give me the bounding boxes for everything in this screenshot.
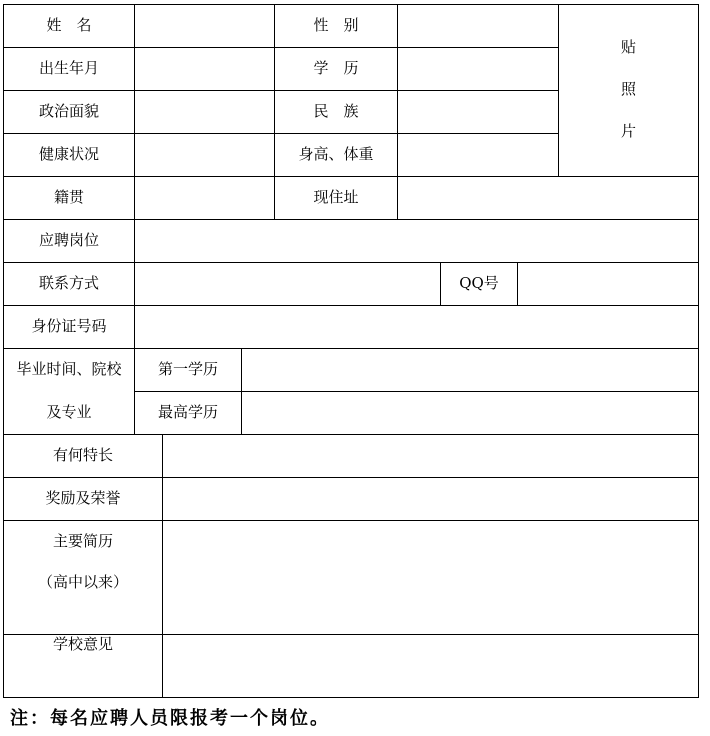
health-label: 健康状况 <box>38 145 99 163</box>
highest-degree-input-cell[interactable] <box>241 391 699 435</box>
school-opinion-label: 学校意见 <box>52 635 113 653</box>
political-input-cell[interactable] <box>134 90 275 134</box>
gender-label: 性 别 <box>313 16 359 34</box>
first-degree-input-cell[interactable] <box>241 348 699 392</box>
contact-label: 联系方式 <box>38 274 99 292</box>
resume-label: 主要简历 <box>52 532 113 550</box>
position-input-cell[interactable] <box>134 219 699 263</box>
photo-char-1: 贴 <box>620 38 636 56</box>
skills-label: 有何特长 <box>52 446 113 464</box>
address-label: 现住址 <box>313 188 359 206</box>
resume-sub-label: （高中以来） <box>37 573 128 591</box>
first-degree-label: 第一学历 <box>157 360 218 378</box>
education-label: 学 历 <box>313 59 359 77</box>
school-opinion-input-cell[interactable] <box>162 634 699 698</box>
id-label: 身份证号码 <box>31 317 107 335</box>
footer-note: 注：每名应聘人员限报考一个岗位。 <box>10 708 330 729</box>
id-input-cell[interactable] <box>134 305 699 349</box>
birth-label: 出生年月 <box>38 59 99 77</box>
skills-input-cell[interactable] <box>162 434 699 478</box>
resume-input-cell[interactable] <box>162 520 699 635</box>
highest-degree-label: 最高学历 <box>157 403 218 421</box>
qq-label: QQ号 <box>459 274 499 292</box>
health-input-cell[interactable] <box>134 133 275 177</box>
photo-char-3: 片 <box>620 122 636 140</box>
awards-label: 奖励及荣誉 <box>45 489 121 507</box>
grad-label-line1: 毕业时间、院校 <box>16 360 122 378</box>
gender-input-cell[interactable] <box>397 4 559 48</box>
height-weight-input-cell[interactable] <box>397 133 559 177</box>
ethnicity-label: 民 族 <box>313 102 359 120</box>
position-label: 应聘岗位 <box>38 231 99 249</box>
grad-label-line2: 及专业 <box>46 403 92 421</box>
height-weight-label: 身高、体重 <box>298 145 374 163</box>
birth-input-cell[interactable] <box>134 47 275 91</box>
address-input-cell[interactable] <box>397 176 699 220</box>
ethnicity-input-cell[interactable] <box>397 90 559 134</box>
photo-char-2: 照 <box>620 80 636 98</box>
political-label: 政治面貌 <box>38 102 99 120</box>
qq-input-cell[interactable] <box>517 262 699 306</box>
awards-input-cell[interactable] <box>162 477 699 521</box>
native-place-label: 籍贯 <box>53 188 84 206</box>
contact-input-cell[interactable] <box>134 262 441 306</box>
education-input-cell[interactable] <box>397 47 559 91</box>
name-label: 姓 名 <box>46 16 92 34</box>
native-place-input-cell[interactable] <box>134 176 275 220</box>
name-input-cell[interactable] <box>134 4 275 48</box>
